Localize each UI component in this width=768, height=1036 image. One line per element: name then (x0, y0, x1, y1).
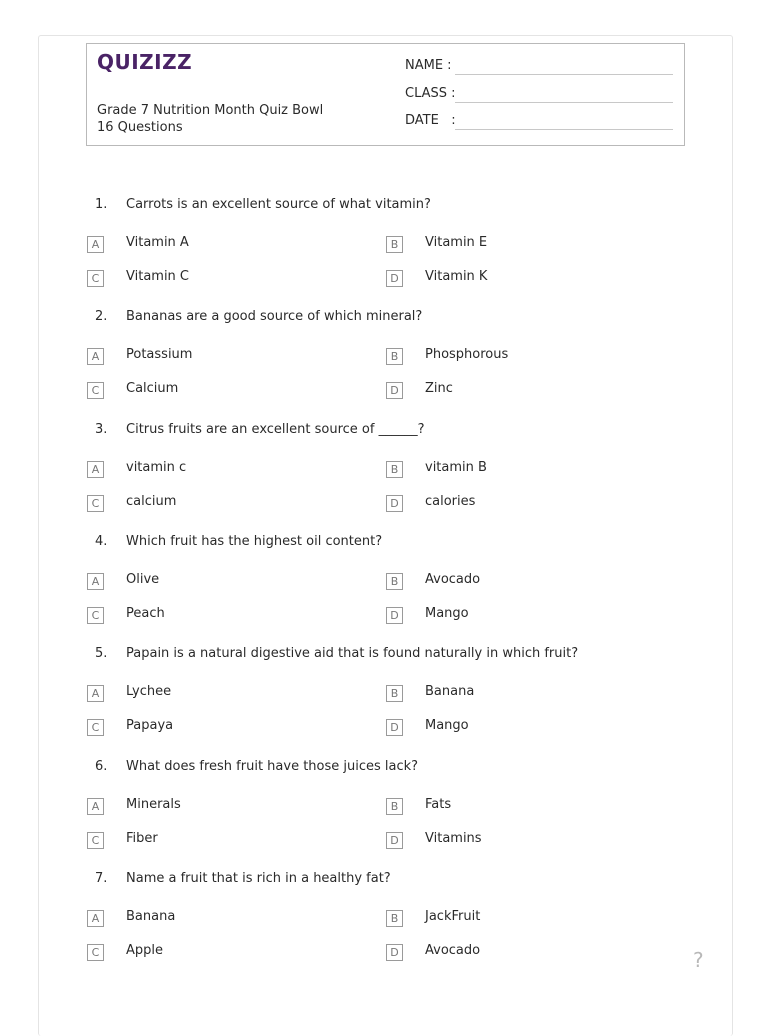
option-letter-box[interactable]: D (386, 832, 403, 849)
option-letter-box[interactable]: C (87, 944, 104, 961)
option-text: Papaya (126, 718, 174, 733)
option-letter-box[interactable]: D (386, 607, 403, 624)
option-text: Vitamins (425, 831, 482, 846)
option-letter-box[interactable]: D (386, 495, 403, 512)
option-letter-box[interactable]: C (87, 270, 104, 287)
question-count: 16 Questions (97, 120, 183, 135)
option-text: Fiber (126, 831, 158, 846)
question-text: Carrots is an excellent source of what vitamin? (126, 197, 431, 212)
option-letter-box[interactable]: C (87, 832, 104, 849)
option-text: Banana (126, 909, 176, 924)
question-text: What does fresh fruit have those juices lack? (126, 759, 419, 774)
option-text: Apple (126, 943, 164, 958)
option-letter-box[interactable]: A (87, 236, 104, 253)
option-text: Peach (126, 606, 165, 621)
question-number: 1. (95, 197, 108, 212)
option-text: Vitamin K (425, 269, 488, 284)
option-letter-box[interactable]: D (386, 270, 403, 287)
option-letter-box[interactable]: A (87, 910, 104, 927)
worksheet-title: Grade 7 Nutrition Month Quiz Bowl (97, 103, 324, 118)
class-label: CLASS : (405, 86, 456, 101)
option-text: Lychee (126, 684, 172, 699)
option-letter-box[interactable]: A (87, 461, 104, 478)
question-number: 2. (95, 309, 108, 324)
option-letter-box[interactable]: C (87, 382, 104, 399)
option-text: Minerals (126, 797, 181, 812)
question-number: 7. (95, 871, 108, 886)
option-text: vitamin B (425, 460, 487, 475)
question-number: 3. (95, 422, 108, 437)
name-label: NAME : (405, 58, 452, 73)
option-letter-box[interactable]: A (87, 685, 104, 702)
option-letter-box[interactable]: B (386, 798, 403, 815)
option-letter-box[interactable]: B (386, 573, 403, 590)
option-letter-box[interactable]: C (87, 607, 104, 624)
option-text: Vitamin E (425, 235, 488, 250)
option-letter-box[interactable]: B (386, 461, 403, 478)
option-text: JackFruit (425, 909, 481, 924)
option-text: Vitamin A (126, 235, 189, 250)
question-number: 5. (95, 646, 108, 661)
option-text: Banana (425, 684, 475, 699)
option-text: Mango (425, 718, 469, 733)
question-text: Citrus fruits are an excellent source of ______? (126, 422, 425, 437)
option-text: Mango (425, 606, 469, 621)
question-text: Which fruit has the highest oil content? (126, 534, 383, 549)
option-text: Phosphorous (425, 347, 509, 362)
option-letter-box[interactable]: B (386, 236, 403, 253)
option-text: Calcium (126, 381, 179, 396)
option-text: Avocado (425, 943, 481, 958)
option-letter-box[interactable]: C (87, 495, 104, 512)
question-text: Papain is a natural digestive aid that is found naturally in which fruit? (126, 646, 579, 661)
option-text: vitamin c (126, 460, 187, 475)
question-text: Name a fruit that is rich in a healthy fat? (126, 871, 391, 886)
option-letter-box[interactable]: A (87, 348, 104, 365)
question-number: 6. (95, 759, 108, 774)
name-field[interactable] (455, 74, 673, 75)
option-text: Vitamin C (126, 269, 190, 284)
option-letter-box[interactable]: C (87, 719, 104, 736)
option-letter-box[interactable]: D (386, 382, 403, 399)
class-field[interactable] (455, 102, 673, 103)
option-letter-box[interactable]: D (386, 944, 403, 961)
option-text: Olive (126, 572, 160, 587)
question-number: 4. (95, 534, 108, 549)
date-field[interactable] (455, 129, 673, 130)
option-letter-box[interactable]: A (87, 798, 104, 815)
option-letter-box[interactable]: B (386, 685, 403, 702)
date-label: DATE : (405, 113, 456, 128)
option-letter-box[interactable]: B (386, 910, 403, 927)
option-text: calories (425, 494, 476, 509)
help-icon[interactable]: ? (693, 948, 704, 972)
quizizz-logo: QUIZIZZ (97, 50, 193, 74)
option-text: Zinc (425, 381, 453, 396)
option-text: Avocado (425, 572, 481, 587)
question-text: Bananas are a good source of which mineral? (126, 309, 423, 324)
option-text: calcium (126, 494, 177, 509)
option-letter-box[interactable]: B (386, 348, 403, 365)
option-text: Fats (425, 797, 452, 812)
option-letter-box[interactable]: D (386, 719, 403, 736)
option-letter-box[interactable]: A (87, 573, 104, 590)
option-text: Potassium (126, 347, 193, 362)
